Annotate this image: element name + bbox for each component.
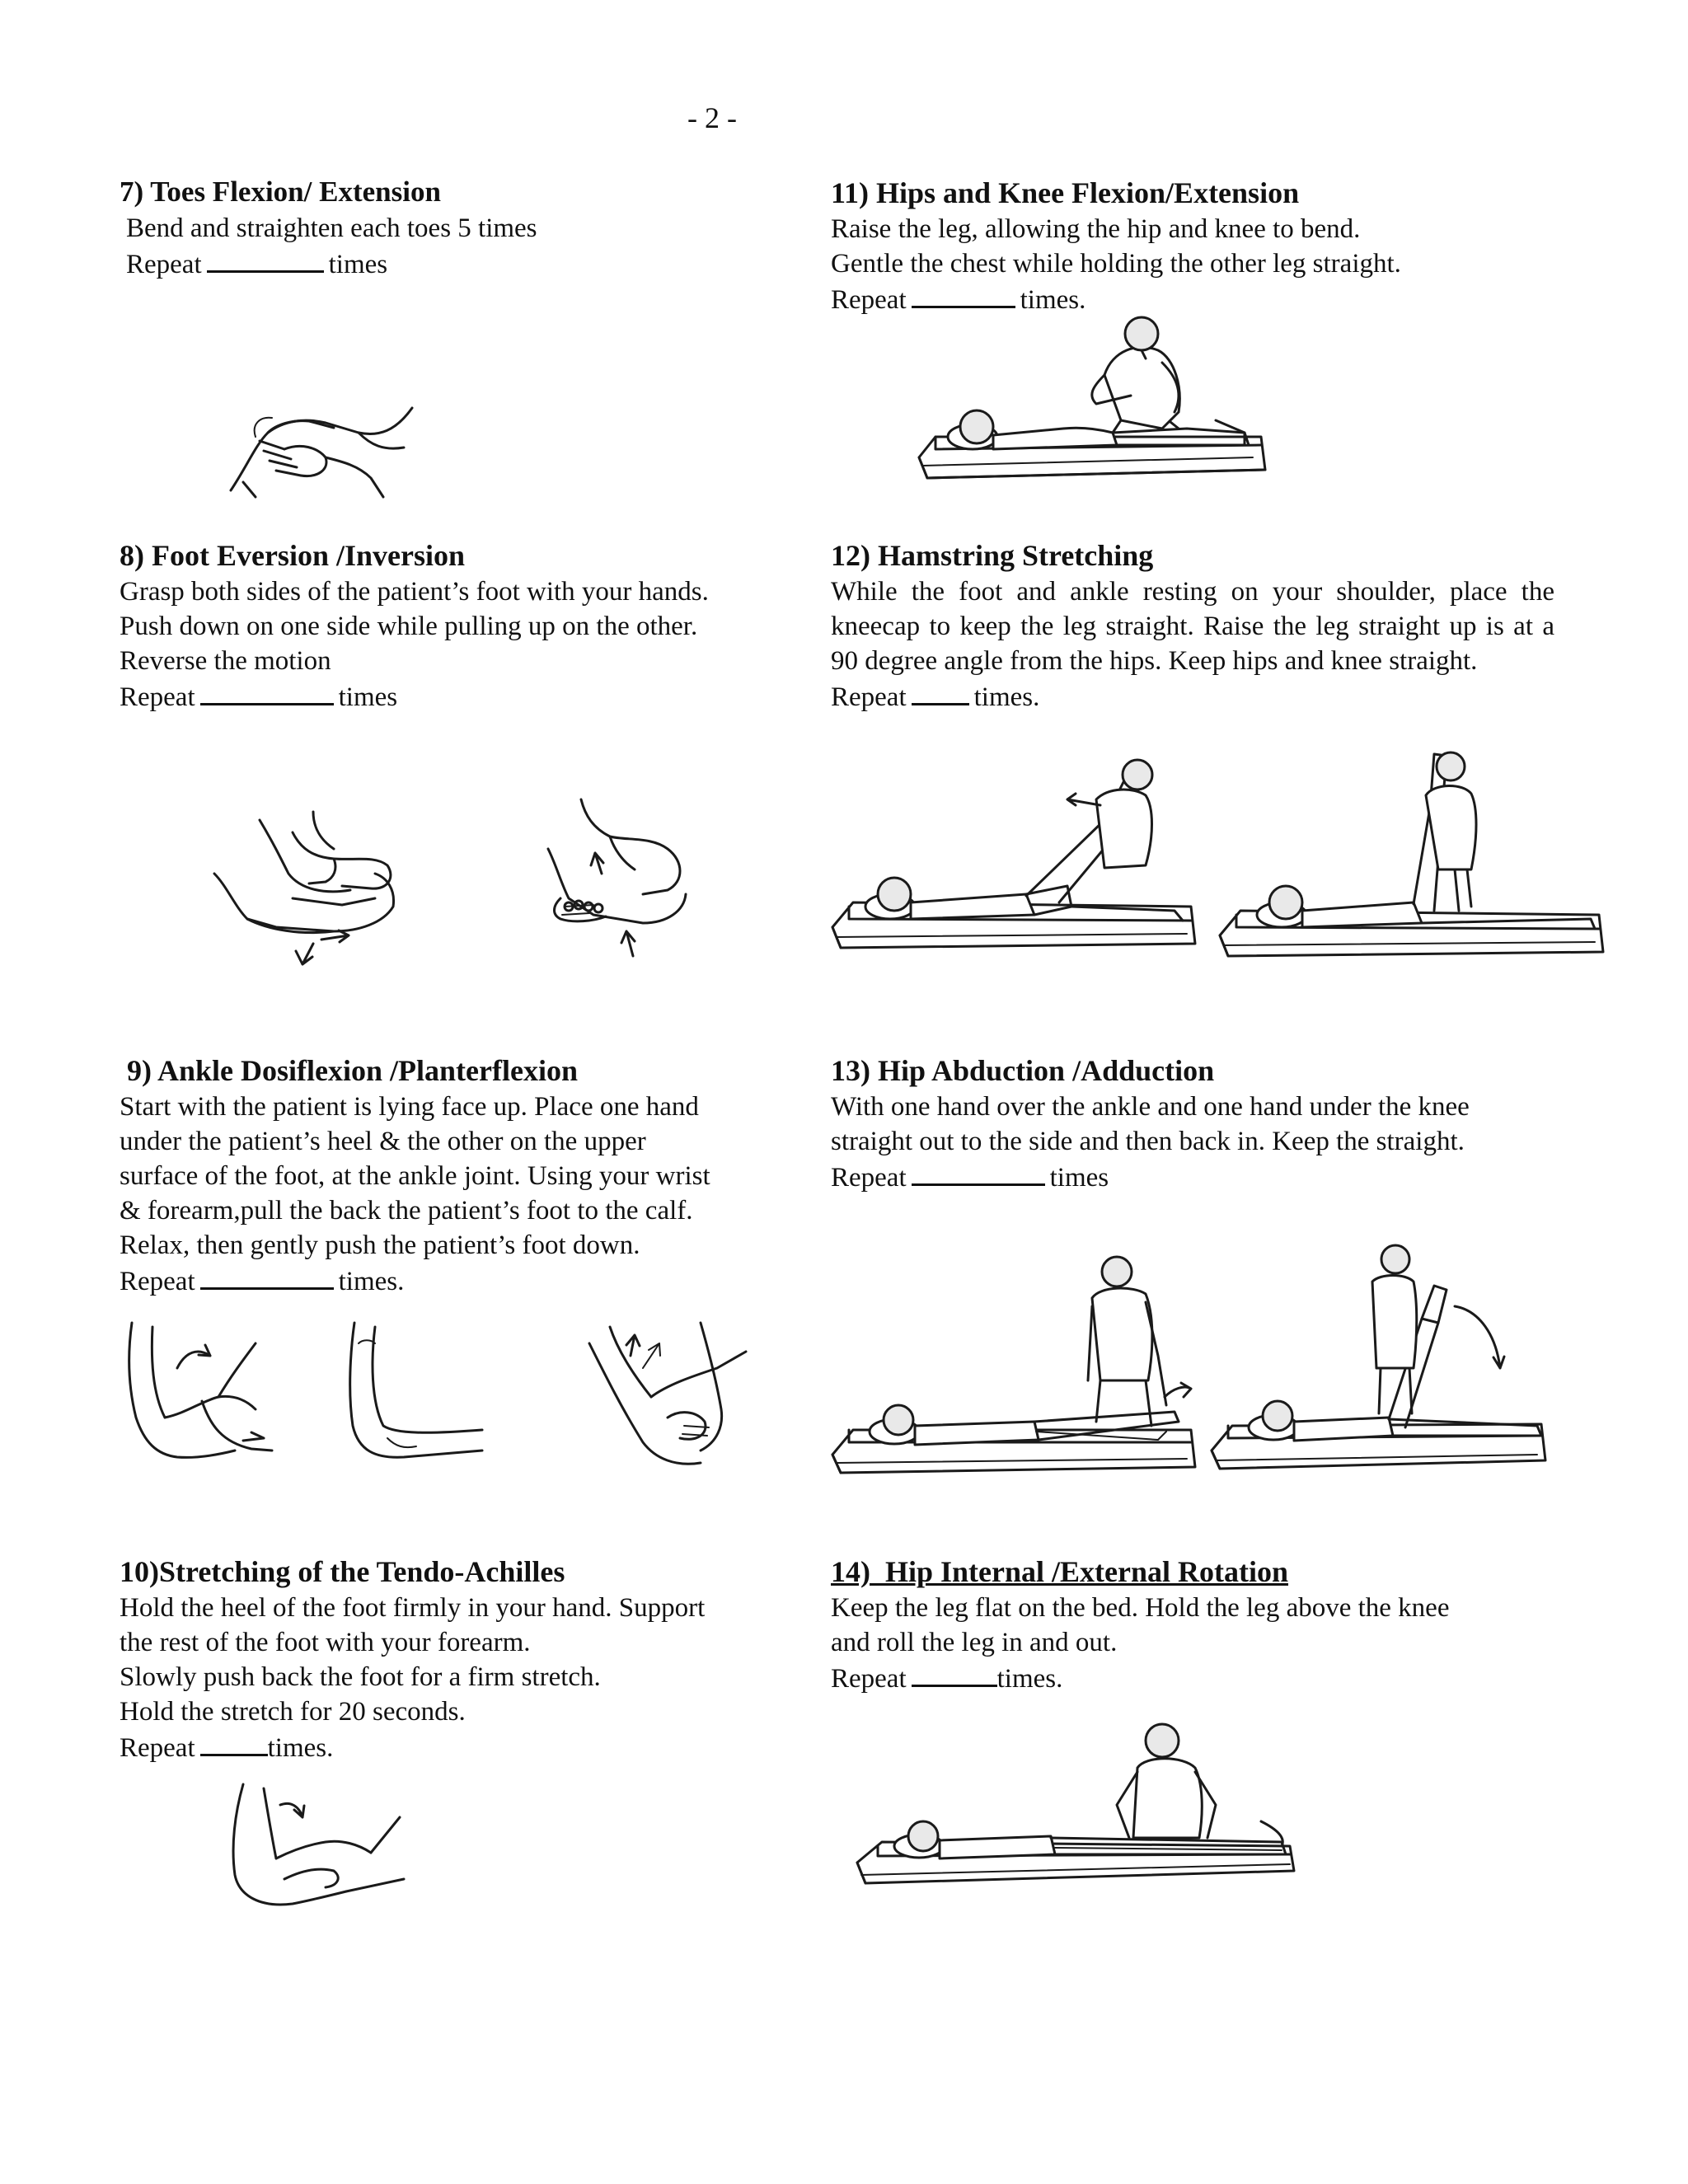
exercise-9	[120, 1052, 795, 1299]
foot-eversion-illustration	[210, 808, 400, 972]
exercise-title: 12) Hamstring Stretching	[831, 539, 1154, 572]
repeat-blank[interactable]	[912, 1159, 1045, 1186]
repeat-line: Repeat times.	[831, 678, 1554, 715]
instruction-line: Gentle the chest while holding the other leg straight.	[831, 249, 1401, 279]
ankle-dorsiflexion-illustration	[120, 1319, 272, 1471]
instruction-line: Hold the heel of the foot firmly in your hand. Support	[120, 1593, 706, 1623]
instruction-line: & forearm,pull the back the patient’s foot to the calf.	[120, 1196, 693, 1226]
exercise-title: 14) Hip Internal /External Rotation	[831, 1555, 1288, 1588]
page-number: - 2 -	[687, 101, 737, 134]
instruction-line: Bend and straighten each toes 5 times	[126, 213, 537, 243]
instruction-line: Keep the leg flat on the bed. Hold the leg above the knee	[831, 1593, 1450, 1623]
repeat-line: Repeat times.	[831, 281, 1556, 317]
instruction-line: surface of the foot, at the ankle joint. Using your wrist	[120, 1161, 710, 1191]
ankle-plantarflexion-illustration	[585, 1319, 758, 1475]
repeat-blank[interactable]	[912, 281, 1015, 308]
exercise-title: 10)Stretching of the Tendo-Achilles	[120, 1555, 565, 1588]
achilles-stretch-illustration	[227, 1780, 408, 1912]
repeat-line: Repeat times	[126, 246, 762, 282]
instruction-line: Raise the leg, allowing the hip and knee to bend.	[831, 214, 1361, 244]
repeat-blank[interactable]	[200, 1263, 334, 1290]
repeat-line: Repeat times	[120, 678, 779, 715]
instruction-line: and roll the leg in and out.	[831, 1628, 1118, 1657]
hip-adduction-illustration	[1207, 1244, 1554, 1475]
repeat-line: Repeat times.	[120, 1729, 795, 1765]
instruction-line: Hold the stretch for 20 seconds.	[120, 1697, 466, 1727]
instruction-line: Reverse the motion	[120, 646, 331, 676]
instruction-line: Push down on one side while pulling up on the other.	[120, 612, 698, 641]
instruction-paragraph: While the foot and ankle resting on your shoulder, place the kneecap to keep the leg straight. Raise the leg straight up is at a 90 degree angle from the hips. Keep hips and knee straight.	[831, 577, 1554, 676]
exercise-10	[120, 1553, 795, 1765]
hamstring-stretch-full-illustration	[1216, 746, 1611, 964]
instruction-line: Slowly push back the foot for a firm stretch.	[120, 1662, 601, 1692]
repeat-blank[interactable]	[200, 678, 334, 705]
hip-abduction-illustration	[828, 1257, 1199, 1479]
exercise-7	[120, 173, 762, 282]
repeat-blank[interactable]	[207, 246, 324, 273]
exercise-title: 7) Toes Flexion/ Extension	[120, 176, 441, 208]
exercise-8	[120, 537, 779, 715]
hip-rotation-illustration	[853, 1722, 1298, 1887]
foot-inversion-illustration	[544, 791, 692, 964]
repeat-blank[interactable]	[912, 678, 969, 705]
instruction-line: Start with the patient is lying face up. Place one hand	[120, 1092, 699, 1122]
instruction-line: straight out to the side and then back in. Keep the straight.	[831, 1127, 1465, 1156]
repeat-blank[interactable]	[200, 1729, 268, 1756]
instruction-line: the rest of the foot with your forearm.	[120, 1628, 531, 1657]
hamstring-stretch-partial-illustration	[828, 746, 1199, 952]
exercise-14	[831, 1553, 1573, 1696]
repeat-blank[interactable]	[912, 1660, 997, 1687]
ankle-neutral-illustration	[338, 1319, 486, 1467]
exercise-title: 11) Hips and Knee Flexion/Extension	[831, 176, 1300, 209]
hands-on-toes-illustration	[227, 400, 416, 499]
instruction-line: Relax, then gently push the patient’s foot down.	[120, 1230, 640, 1260]
exercise-title: 8) Foot Eversion /Inversion	[120, 539, 465, 572]
exercise-13	[831, 1052, 1573, 1195]
hip-knee-flexion-illustration	[915, 313, 1273, 494]
exercise-11	[831, 174, 1556, 317]
instruction-line: Grasp both sides of the patient’s foot with your hands.	[120, 577, 709, 607]
instruction-line: With one hand over the ankle and one hand under the knee	[831, 1092, 1470, 1122]
repeat-line: Repeat times.	[120, 1263, 795, 1299]
instruction-line: under the patient’s heel & the other on the upper	[120, 1127, 646, 1156]
exercise-12	[831, 537, 1554, 715]
exercise-title: 9) Ankle Dosiflexion /Planterflexion	[120, 1054, 578, 1087]
exercise-title: 13) Hip Abduction /Adduction	[831, 1054, 1215, 1087]
repeat-line: Repeat times	[831, 1159, 1573, 1195]
repeat-line: Repeat times.	[831, 1660, 1573, 1696]
